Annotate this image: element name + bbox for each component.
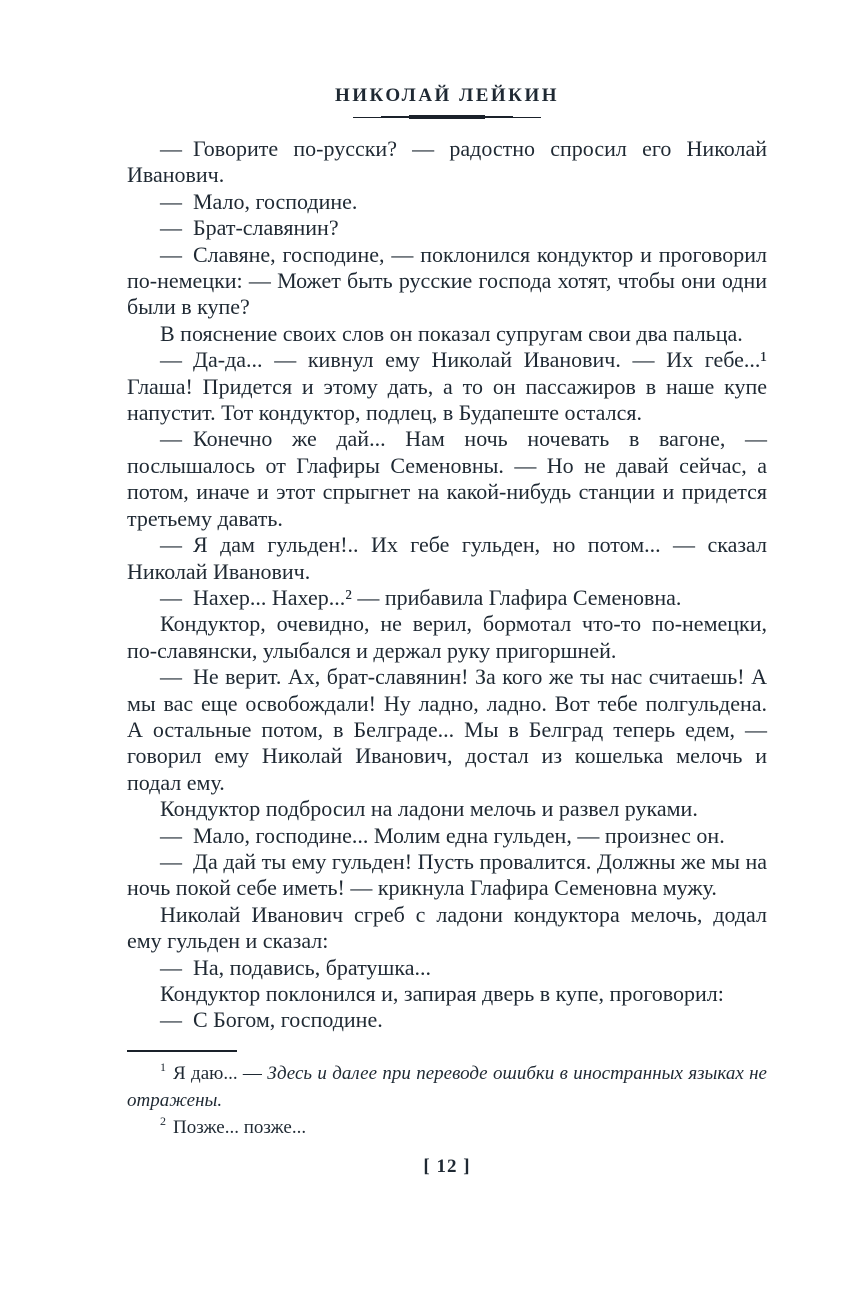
- ornament-thick-line: [409, 115, 485, 119]
- page-number: [ 12 ]: [423, 1155, 471, 1177]
- footnote-2: [127, 1114, 767, 1141]
- header-divider-ornament: [353, 114, 541, 120]
- text-block: [127, 0, 767, 1178]
- paragraph: Кондуктор, очевидно, не верил, бормотал что-то по-немецки, по-славянски, улыбался и держал руку пригоршней.: [127, 611, 767, 663]
- footnote-1-note: Здесь и далее при переводе ошибки в иностранных языках не отражены.: [127, 1062, 767, 1111]
- paragraph: — На, подавись, братушка...: [160, 954, 431, 980]
- paragraph: — Я дам гульден!.. Их гебе гульден, но потом... — сказал Николай Иванович.: [127, 532, 767, 584]
- page-header: [127, 86, 767, 120]
- running-header-author: НИКОЛАЙ ЛЕЙКИН: [334, 85, 560, 106]
- paragraph: Кондуктор поклонился и, запирая дверь в купе, проговорил:: [160, 981, 724, 1006]
- footnote-2-lead: Позже... позже...: [173, 1116, 307, 1138]
- paragraph: Кондуктор подбросил на ладони мелочь и развел руками.: [160, 796, 698, 822]
- paragraph: — Нахер... Нахер...² — прибавила Глафира Семеновна.: [160, 584, 682, 610]
- page-footer: [127, 1050, 767, 1178]
- footnote-1-marker: 1: [160, 1060, 166, 1075]
- paragraph: — Конечно же дай... Нам ночь ночевать в вагоне, — послышалось от Глафиры Семеновны. — Но не давай сейчас, а потом, иначе и этот спрыгнет на какой-нибудь станции и придется третьему давать.: [127, 426, 767, 531]
- footnote-divider: [127, 1050, 237, 1052]
- paragraph: — Не верит. Ах, брат-славянин! За кого же ты нас считаешь! А мы вас еще освобождали! Ну ладно, ладно. Вот тебе полгульдена. А остальные потом, в Белграде... Мы в Белград теперь едем, — говорил ему Николай Иванович, достал из кошелька мелочь и подал ему.: [127, 664, 767, 795]
- paragraph: — С Богом, господине.: [160, 1007, 383, 1033]
- paragraph: — Говорите по-русски? — радостно спросил его Николай Иванович.: [127, 136, 767, 188]
- paragraph: — Славяне, господине, — поклонился кондуктор и проговорил по-немецки: — Может быть русские господа хотят, чтобы они одни были в купе?: [127, 241, 767, 320]
- paragraph: Николай Иванович сгреб с ладони кондуктора мелочь, додал ему гульден и сказал:: [127, 901, 767, 954]
- footnotes-block: [127, 1060, 767, 1141]
- footnote-2-marker: 2: [160, 1114, 166, 1129]
- paragraph: В пояснение своих слов он показал супругам свои два пальца.: [160, 320, 743, 346]
- paragraph: — Мало, господине.: [160, 188, 358, 214]
- paragraph: — Мало, господине... Молим една гульден, — произнес он.: [160, 822, 725, 848]
- paragraph: — Да-да... — кивнул ему Николай Иванович. — Их гебе...¹ Глаша! Придется и этому дать, а то он пассажиров в наше купе напустит. Тот кондуктор, подлец, в Будапеште остался.: [127, 347, 767, 426]
- paragraph: — Брат-славянин?: [160, 215, 339, 241]
- footnote-1: [127, 1060, 767, 1114]
- footnote-1-lead: Я даю... —: [173, 1062, 268, 1084]
- body-text: [127, 136, 767, 1034]
- paragraph: — Да дай ты ему гульден! Пусть провалится. Должны же мы на ночь покой себе иметь! — крикнула Глафира Семеновна мужу.: [127, 848, 767, 901]
